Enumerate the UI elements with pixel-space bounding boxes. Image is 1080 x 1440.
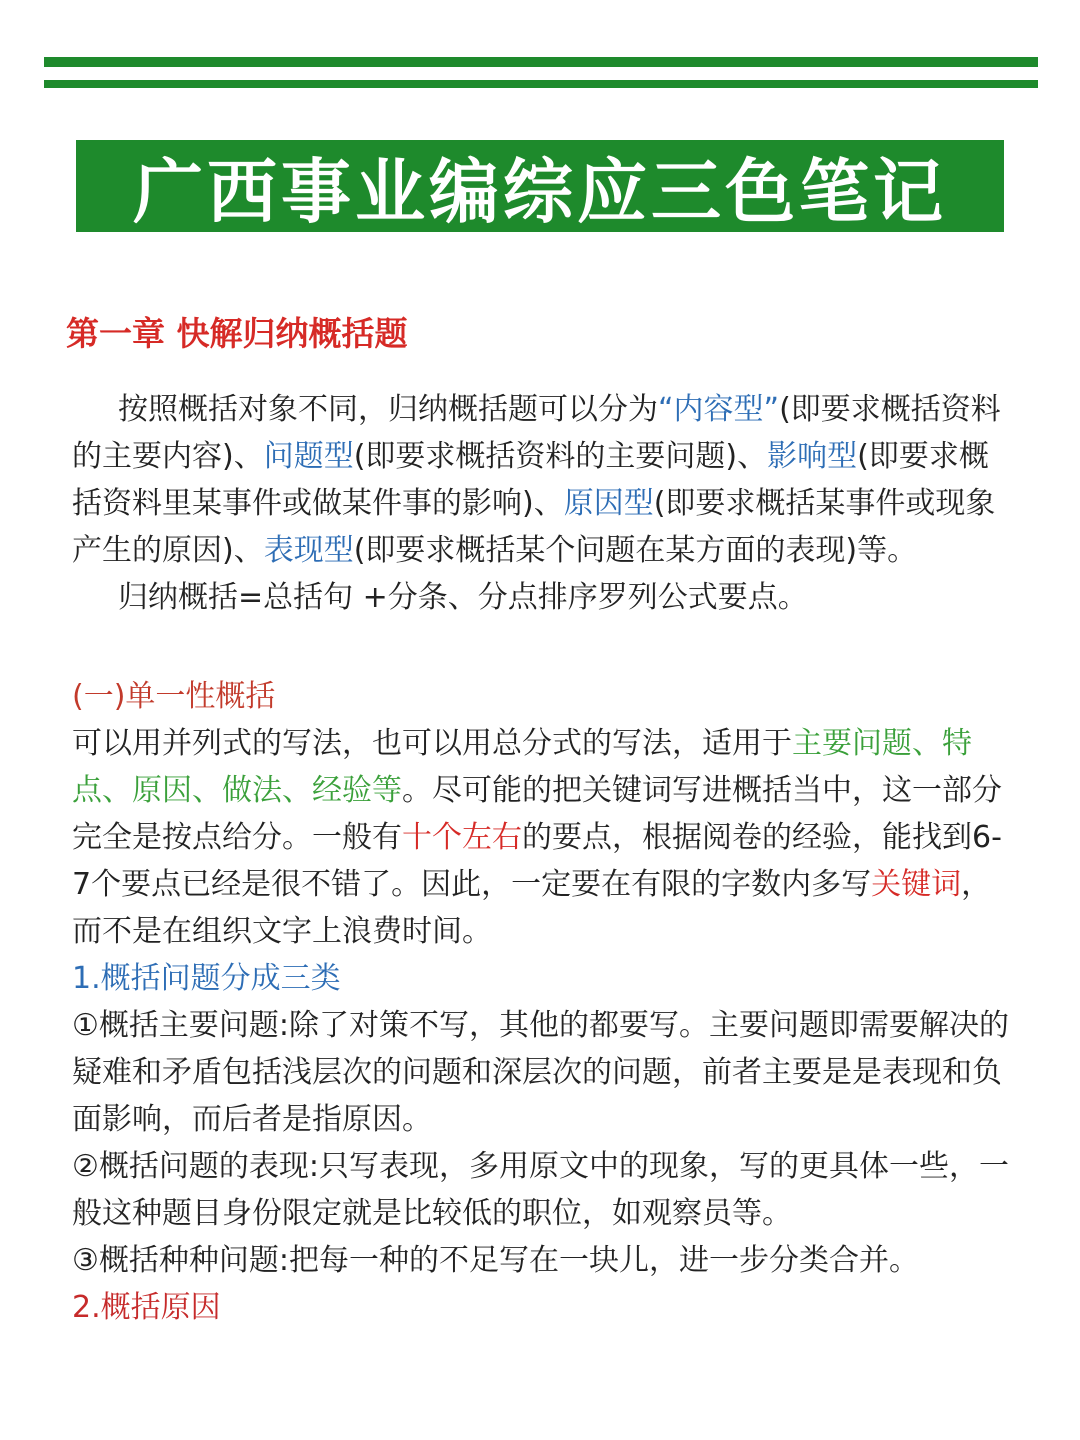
highlight-applicable: 主要问题、特点、原因、做法、经验等 — [72, 726, 972, 808]
list-item: ③概括种种问题:把每一种的不足写在一块儿，进一步分类合并。 — [72, 1243, 920, 1278]
intro-text: (即要求概括资料的主要问题)、 — [353, 439, 768, 474]
intro-text: (即要求概括某个问题在某方面的表现)等。 — [353, 533, 918, 568]
title-banner — [76, 140, 1004, 232]
formula-paragraph: 归纳概括=总括句 +分条、分点排序罗列公式要点。 — [118, 580, 808, 615]
subsection-heading: 1.概括问题分成三类 — [72, 961, 341, 996]
keyword-content-type: “内容型” — [658, 392, 780, 427]
list-item: ①概括主要问题:除了对策不写，其他的都要写。主要问题即需要解决的疑难和矛盾包括浅层次的问题和深层次的问题，前者主要是是表现和负面影响，而后者是指原因。 — [72, 1008, 1010, 1137]
section-text: 。尽可能的把关键词写进概括当中，这一部分完全是按点给分。一般有 — [72, 773, 1002, 855]
section-text: ，而不是在组织文字上浪费时间。 — [72, 867, 992, 949]
spacer — [72, 621, 1012, 673]
section-text: 的要点，根据阅卷的经验，能找到6-7个要点已经是很不错了。因此，一定要在有限的字数内多写 — [72, 820, 1002, 902]
article-body — [72, 386, 1012, 1331]
section-paragraph — [72, 720, 1012, 955]
highlight-keywords: 关键词 — [871, 867, 962, 902]
list-item: ②概括问题的表现:只写表现，多用原文中的现象，写的更具体一些，一般这种题目身份限定就是比较低的职位，如观察员等。 — [72, 1149, 1010, 1231]
section-heading: (一)单一性概括 — [72, 679, 276, 714]
top-rule-secondary — [44, 80, 1038, 88]
subsection-heading: 2.概括原因 — [72, 1290, 221, 1325]
intro-text: (即要求概括资料里某事件或做某件事的影响)、 — [72, 439, 989, 521]
intro-paragraph — [72, 386, 1012, 574]
keyword-impact-type: 影响型 — [767, 439, 858, 474]
highlight-ten-points: 十个左右 — [402, 820, 522, 855]
top-rule — [44, 57, 1038, 67]
chapter-title: 第一章 快解归纳概括题 — [66, 314, 408, 353]
keyword-manifestation-type: 表现型 — [263, 533, 354, 568]
intro-text: (即要求概括某事件或现象产生的原因)、 — [72, 486, 996, 568]
intro-text: (即要求概括资料的主要内容)、 — [72, 392, 1001, 474]
keyword-problem-type: 问题型 — [263, 439, 354, 474]
page-title: 广西事业编综应三色笔记 — [133, 150, 947, 233]
section-text: 可以用并列式的写法，也可以用总分式的写法，适用于 — [72, 726, 792, 761]
keyword-cause-type: 原因型 — [563, 486, 654, 521]
intro-text: 按照概括对象不同，归纳概括题可以分为 — [118, 392, 658, 427]
